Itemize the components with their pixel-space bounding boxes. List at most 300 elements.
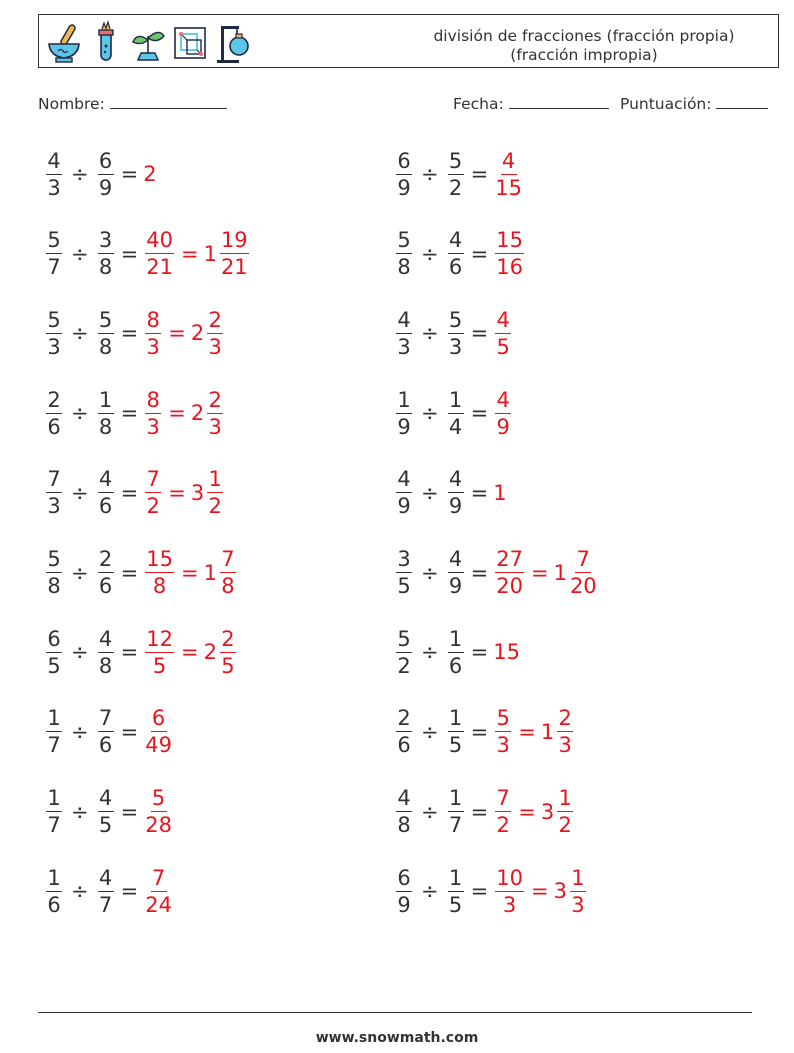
divisor-numerator: 5: [448, 148, 463, 173]
divisor-fraction: [448, 786, 464, 837]
problem-item: [44, 141, 158, 207]
answer-fraction: [495, 388, 511, 439]
answer-numerator: 12: [146, 626, 173, 651]
answer-numerator: 5: [151, 786, 166, 811]
answer-fraction: [145, 308, 161, 359]
divide-sign: ÷: [421, 560, 439, 585]
test-tube-icon: [87, 20, 125, 64]
answer-denominator: 5: [496, 334, 510, 359]
dividend-fraction: [46, 547, 62, 598]
equals-sign: =: [120, 560, 139, 585]
mixed-denominator: 20: [569, 574, 597, 598]
dividend-fraction: [396, 706, 412, 757]
equals-sign: =: [120, 640, 139, 665]
dividend-fraction: [46, 149, 62, 200]
dividend-fraction: [396, 467, 412, 518]
date-field[interactable]: [453, 95, 609, 113]
mixed-fraction: [557, 706, 573, 757]
divisor-denominator: 5: [448, 733, 463, 758]
answer-numerator: 7: [151, 865, 166, 890]
mixed-fraction: [207, 388, 223, 439]
divisor-numerator: 4: [98, 786, 113, 811]
divisor-fraction: [98, 388, 114, 439]
divisor-numerator: 4: [98, 865, 113, 890]
mixed-numerator: 7: [221, 547, 235, 571]
dividend-fraction: [396, 627, 412, 678]
dividend-denominator: 8: [397, 813, 411, 838]
divisor-numerator: 6: [98, 148, 113, 173]
divisor-denominator: 6: [98, 494, 113, 519]
divisor-fraction: [448, 228, 464, 279]
dividend-denominator: 6: [397, 733, 411, 758]
divisor-fraction: [98, 228, 114, 279]
mixed-denominator: 8: [221, 574, 235, 598]
mixed-fraction: [220, 547, 236, 598]
mixed-numerator: 2: [558, 706, 572, 731]
footer-url: www.snowmath.com: [315, 1030, 479, 1046]
divisor-fraction: [98, 467, 114, 518]
dividend-fraction: [46, 627, 62, 678]
equals-sign: =: [180, 241, 199, 266]
answer-denominator: 15: [495, 175, 522, 200]
divisor-numerator: 1: [448, 786, 463, 811]
equals-sign: =: [470, 401, 489, 426]
mixed-whole: 3: [190, 480, 205, 505]
answer-fraction: [145, 866, 172, 917]
answer-denominator: 21: [146, 255, 173, 280]
answer-numerator: 8: [146, 307, 160, 332]
mixed-whole: 1: [203, 560, 217, 585]
divisor-numerator: 5: [98, 307, 113, 332]
answer: [143, 162, 157, 186]
divisor-numerator: 1: [448, 706, 463, 731]
answer: [143, 627, 238, 678]
mixed-numerator: 19: [220, 228, 248, 253]
divide-sign: ÷: [421, 241, 439, 266]
dividend-numerator: 4: [397, 786, 411, 811]
equals-sign: =: [180, 560, 199, 585]
answer-whole: 15: [493, 640, 520, 665]
answer-numerator: 6: [151, 706, 166, 731]
divide-sign: ÷: [71, 162, 89, 186]
divisor-denominator: 9: [448, 574, 463, 598]
dividend-fraction: [396, 866, 412, 917]
divide-sign: ÷: [71, 640, 89, 665]
mixed-whole: 1: [203, 241, 217, 266]
divisor-denominator: 9: [448, 494, 463, 519]
dividend-fraction: [396, 308, 412, 359]
dividend-denominator: 9: [397, 175, 411, 200]
dividend-denominator: 7: [47, 255, 61, 280]
dividend-numerator: 5: [47, 547, 61, 571]
divisor-denominator: 5: [98, 813, 113, 838]
divisor-numerator: 4: [98, 467, 113, 492]
dividend-denominator: 7: [47, 813, 61, 838]
mortar-pestle-icon: [45, 20, 83, 64]
problem-item: [44, 858, 174, 924]
mixed-numerator: 2: [221, 626, 235, 651]
problem-item: [394, 858, 588, 924]
problem-item: [394, 779, 575, 845]
equals-sign: =: [120, 321, 139, 346]
score-line: [716, 95, 768, 109]
dividend-denominator: 8: [47, 574, 61, 598]
dividend-fraction: [396, 388, 412, 439]
mixed-denominator: 3: [208, 334, 222, 359]
footer-rule: [38, 1012, 752, 1013]
problem-item: [394, 699, 575, 765]
problem-item: [394, 221, 526, 287]
mixed-whole: 2: [190, 321, 205, 346]
equals-sign: =: [120, 719, 139, 744]
mixed-denominator: 21: [220, 255, 248, 280]
name-line: [110, 95, 227, 109]
answer-denominator: 2: [496, 813, 510, 838]
dividend-denominator: 9: [397, 892, 411, 917]
problem-item: [394, 540, 599, 606]
dividend-fraction: [46, 866, 62, 917]
divide-sign: ÷: [421, 799, 439, 824]
dividend-fraction: [396, 228, 412, 279]
answer-numerator: 7: [146, 467, 160, 492]
problem-item: [394, 619, 521, 685]
dividend-numerator: 5: [397, 228, 411, 253]
equals-sign: =: [530, 879, 549, 904]
divisor-numerator: 2: [98, 547, 113, 571]
divisor-fraction: [448, 706, 464, 757]
dividend-denominator: 6: [47, 414, 61, 439]
mixed-whole: 2: [203, 640, 217, 665]
dividend-fraction: [46, 228, 62, 279]
divisor-denominator: 4: [448, 414, 463, 439]
divisor-denominator: 6: [448, 653, 463, 678]
dividend-numerator: 1: [397, 387, 411, 412]
mixed-numerator: 2: [208, 307, 222, 332]
problem-item: [44, 460, 225, 526]
equals-sign: =: [168, 480, 186, 505]
mixed-numerator: 7: [576, 547, 590, 571]
mixed-whole: 1: [553, 560, 567, 585]
dividend-fraction: [396, 786, 412, 837]
answer: [493, 149, 524, 200]
mixed-fraction: [220, 228, 249, 279]
dividend-denominator: 3: [47, 175, 61, 200]
divisor-fraction: [98, 786, 114, 837]
mixed-denominator: 3: [208, 414, 222, 439]
answer: [143, 706, 174, 757]
worksheet-title: [414, 27, 754, 65]
problem-item: [44, 300, 225, 366]
divisor-fraction: [448, 467, 464, 518]
divide-sign: ÷: [421, 321, 439, 346]
answer-denominator: 8: [152, 574, 167, 598]
equals-sign: =: [120, 799, 139, 824]
dividend-fraction: [46, 786, 62, 837]
dividend-numerator: 2: [47, 387, 61, 412]
equals-sign: =: [120, 162, 139, 186]
problem-item: [44, 779, 174, 845]
answer-fraction: [145, 228, 174, 279]
divisor-numerator: 1: [448, 387, 463, 412]
problem-item: [394, 300, 513, 366]
divisor-denominator: 6: [98, 733, 113, 758]
equals-sign: =: [470, 560, 489, 585]
mixed-whole: 3: [540, 799, 555, 824]
mixed-denominator: 3: [571, 892, 585, 917]
answer-fraction: [145, 388, 161, 439]
divisor-fraction: [448, 308, 464, 359]
cube-icon: [171, 20, 209, 64]
equals-sign: =: [470, 640, 489, 665]
problem-item: [44, 699, 174, 765]
problem-item: [44, 540, 238, 606]
problem-item: [394, 141, 524, 207]
answer-numerator: 10: [496, 865, 523, 890]
divide-sign: ÷: [421, 719, 439, 744]
answer-whole: 2: [143, 162, 157, 186]
divisor-fraction: [448, 627, 464, 678]
divide-sign: ÷: [71, 241, 89, 266]
divisor-fraction: [448, 388, 464, 439]
mixed-whole: 3: [553, 879, 567, 904]
divisor-fraction: [98, 547, 114, 598]
title-line-1: división de fracciones (fracción propia): [433, 27, 735, 45]
answer-numerator: 7: [496, 786, 510, 811]
divisor-numerator: 4: [98, 626, 113, 651]
dividend-denominator: 3: [47, 334, 61, 359]
equals-sign: =: [470, 162, 489, 186]
divide-sign: ÷: [421, 401, 439, 426]
dividend-numerator: 4: [397, 307, 411, 332]
answer-denominator: 16: [496, 255, 523, 280]
equals-sign: =: [120, 879, 139, 904]
divisor-denominator: 8: [98, 414, 113, 439]
answer-fraction: [495, 228, 524, 279]
answer-fraction: [495, 706, 511, 757]
plant-icon: [129, 20, 167, 64]
mixed-fraction: [207, 467, 223, 518]
dividend-numerator: 6: [397, 148, 411, 173]
divide-sign: ÷: [71, 480, 89, 505]
title-line-2: (fracción impropia): [510, 46, 658, 64]
divisor-numerator: 1: [448, 626, 463, 651]
divisor-fraction: [98, 149, 114, 200]
answer-denominator: 3: [496, 733, 510, 758]
dividend-fraction: [46, 308, 62, 359]
answer-fraction: [495, 866, 524, 917]
divisor-fraction: [98, 627, 114, 678]
answer-numerator: 4: [501, 148, 516, 173]
equals-sign: =: [470, 241, 489, 266]
divisor-numerator: 1: [98, 387, 113, 412]
answer-denominator: 3: [146, 334, 160, 359]
score-field[interactable]: [620, 95, 768, 113]
answer: [143, 467, 225, 518]
answer: [143, 866, 174, 917]
equals-sign: =: [470, 480, 489, 505]
answer: [493, 228, 526, 279]
answer-fraction: [145, 467, 161, 518]
mixed-denominator: 2: [558, 813, 572, 838]
dividend-numerator: 2: [397, 706, 411, 731]
answer-fraction: [495, 308, 511, 359]
mixed-numerator: 2: [208, 387, 222, 412]
answer: [493, 706, 575, 757]
divisor-denominator: 6: [448, 255, 463, 280]
problem-item: [44, 221, 251, 287]
flask-stand-icon: [213, 20, 251, 64]
dividend-denominator: 8: [397, 255, 411, 280]
mixed-denominator: 3: [558, 733, 572, 758]
dividend-denominator: 3: [397, 334, 411, 359]
equals-sign: =: [470, 719, 489, 744]
dividend-fraction: [46, 706, 62, 757]
divisor-denominator: 7: [448, 813, 463, 838]
dividend-numerator: 4: [397, 467, 411, 492]
mixed-fraction: [220, 627, 236, 678]
answer-numerator: 27: [496, 547, 523, 571]
equals-sign: =: [120, 480, 139, 505]
dividend-numerator: 5: [397, 626, 411, 651]
equals-sign: =: [530, 560, 549, 585]
mixed-numerator: 1: [571, 865, 585, 890]
dividend-numerator: 6: [47, 626, 61, 651]
problem-item: [44, 619, 238, 685]
divisor-fraction: [98, 866, 114, 917]
dividend-denominator: 6: [47, 892, 61, 917]
divisor-denominator: 9: [98, 175, 113, 200]
dividend-numerator: 3: [397, 547, 411, 571]
problem-item: [394, 460, 508, 526]
mixed-fraction: [557, 786, 573, 837]
divisor-numerator: 3: [98, 228, 113, 253]
answer-numerator: 4: [496, 307, 510, 332]
equals-sign: =: [120, 401, 139, 426]
answer-denominator: 2: [146, 494, 160, 519]
problem-item: [394, 380, 513, 446]
answer-fraction: [145, 627, 174, 678]
dividend-denominator: 2: [397, 653, 411, 678]
mixed-numerator: 1: [558, 786, 572, 811]
answer-numerator: 5: [496, 706, 510, 731]
header-box: [38, 14, 779, 68]
answer-fraction: [495, 786, 511, 837]
divide-sign: ÷: [421, 879, 439, 904]
mixed-numerator: 1: [208, 467, 222, 492]
name-label: Nombre:: [38, 95, 105, 113]
dividend-denominator: 5: [397, 574, 411, 598]
answer-whole: 1: [493, 480, 507, 505]
answer-numerator: 40: [146, 228, 173, 253]
answer: [493, 866, 588, 917]
dividend-fraction: [396, 149, 412, 200]
answer: [143, 786, 174, 837]
divide-sign: ÷: [421, 162, 439, 186]
answer: [493, 640, 521, 664]
mixed-denominator: 5: [221, 653, 235, 678]
divisor-denominator: 3: [448, 334, 463, 359]
equals-sign: =: [168, 321, 186, 346]
divisor-denominator: 6: [98, 574, 113, 598]
equals-sign: =: [470, 879, 489, 904]
answer: [143, 388, 225, 439]
dividend-denominator: 7: [47, 733, 61, 758]
header-icons: [45, 19, 251, 65]
answer: [143, 228, 250, 279]
equals-sign: =: [518, 799, 536, 824]
divisor-denominator: 8: [98, 255, 113, 280]
mixed-fraction: [570, 547, 597, 598]
dividend-numerator: 1: [47, 786, 61, 811]
equals-sign: =: [470, 799, 489, 824]
divisor-denominator: 8: [98, 334, 113, 359]
dividend-denominator: 5: [47, 653, 61, 678]
answer-numerator: 8: [146, 387, 160, 412]
divisor-numerator: 4: [448, 547, 463, 571]
divisor-denominator: 7: [98, 892, 113, 917]
problem-item: [44, 380, 225, 446]
dividend-denominator: 3: [47, 494, 61, 519]
mixed-fraction: [207, 308, 223, 359]
answer-denominator: 49: [145, 733, 172, 758]
divide-sign: ÷: [71, 321, 89, 346]
dividend-numerator: 5: [47, 228, 61, 253]
answer: [493, 786, 575, 837]
score-label: Puntuación:: [620, 95, 712, 113]
dividend-numerator: 6: [397, 865, 411, 890]
dividend-numerator: 4: [47, 148, 61, 173]
divisor-fraction: [98, 706, 114, 757]
answer: [493, 547, 598, 598]
answer-fraction: [495, 547, 524, 598]
answer-denominator: 3: [502, 892, 517, 917]
answer-denominator: 24: [145, 892, 172, 917]
mixed-whole: 2: [190, 401, 205, 426]
answer-denominator: 5: [152, 653, 167, 678]
answer: [143, 308, 225, 359]
answer-denominator: 28: [145, 813, 172, 838]
divide-sign: ÷: [71, 879, 89, 904]
mixed-denominator: 2: [208, 494, 222, 519]
answer-fraction: [495, 149, 522, 200]
mixed-fraction: [570, 866, 586, 917]
divisor-denominator: 8: [98, 653, 113, 678]
answer: [143, 547, 238, 598]
answer-fraction: [145, 706, 172, 757]
dividend-numerator: 5: [47, 307, 61, 332]
answer-denominator: 20: [496, 574, 523, 598]
divisor-numerator: 7: [98, 706, 113, 731]
answer-numerator: 4: [496, 387, 510, 412]
answer-denominator: 9: [496, 414, 510, 439]
date-line: [509, 95, 609, 109]
dividend-numerator: 7: [47, 467, 61, 492]
divisor-numerator: 1: [448, 865, 463, 890]
divisor-numerator: 4: [448, 467, 463, 492]
divisor-denominator: 2: [448, 175, 463, 200]
answer-fraction: [145, 547, 174, 598]
date-label: Fecha:: [453, 95, 504, 113]
divisor-denominator: 5: [448, 892, 463, 917]
divide-sign: ÷: [421, 480, 439, 505]
answer-fraction: [145, 786, 172, 837]
equals-sign: =: [120, 241, 139, 266]
name-field[interactable]: [38, 95, 227, 113]
answer: [493, 308, 513, 359]
dividend-denominator: 9: [397, 494, 411, 519]
answer-numerator: 15: [146, 547, 173, 571]
divisor-fraction: [448, 547, 464, 598]
